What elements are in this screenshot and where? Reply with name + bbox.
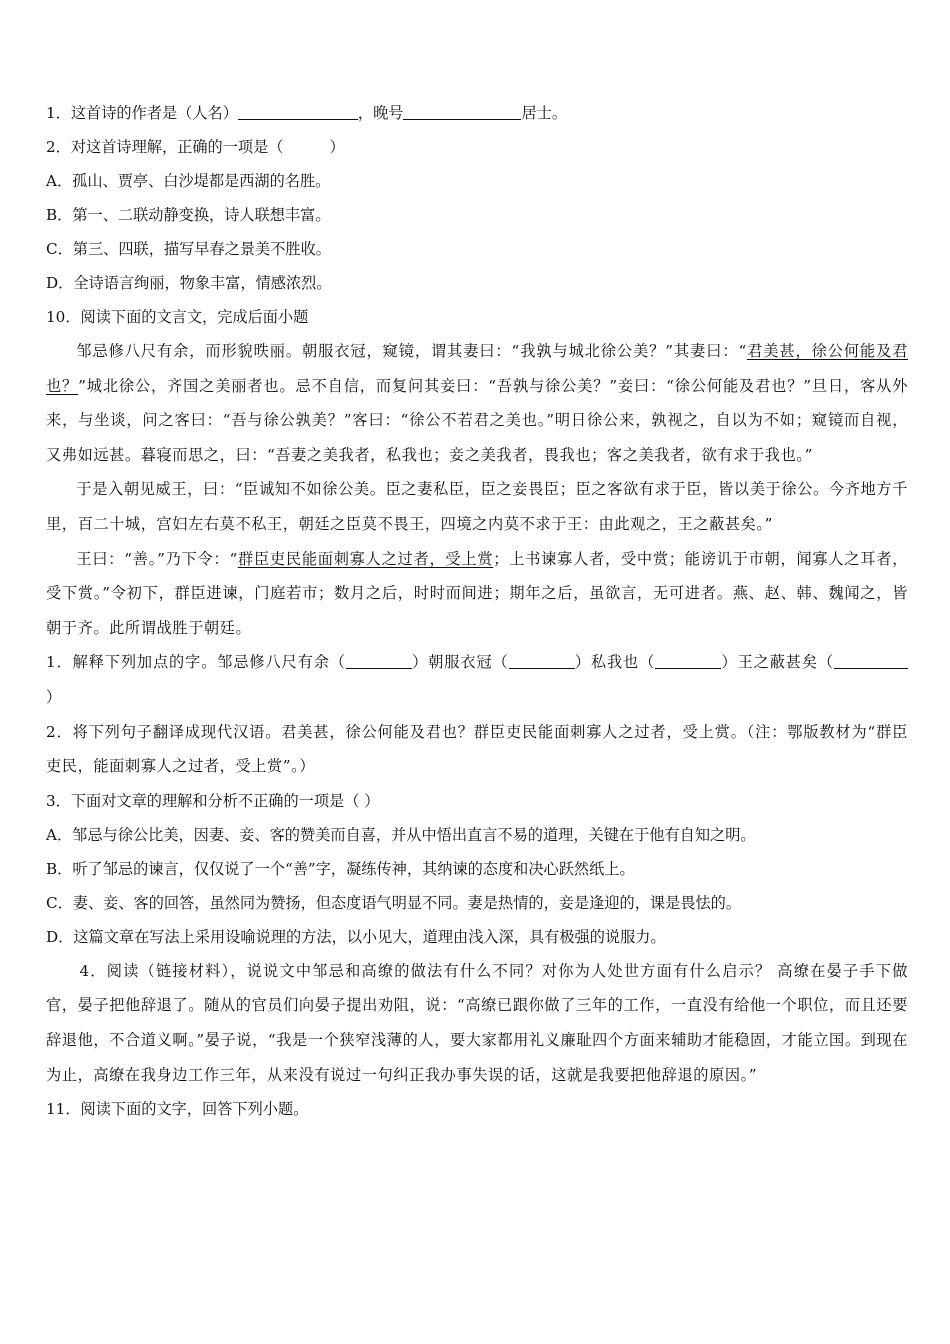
answer-blank-4-cont[interactable]	[890, 652, 908, 669]
answer-blank-alias[interactable]	[403, 103, 521, 120]
answer-blank-4[interactable]	[834, 652, 890, 669]
answer-blank-1[interactable]	[346, 652, 412, 669]
underlined-sentence: 君美甚，徐公何能及君也？	[46, 342, 908, 395]
poem-question-2	[46, 130, 908, 164]
passage-paragraph-3	[46, 542, 908, 646]
sub-question-3-option-c: C．妻、妾、客的回答，虽然同为赞扬，但态度语气明显不同。妻是热情的，妾是逢迎的，课是畏怯的。	[46, 893, 742, 912]
poem-question-1	[46, 96, 908, 130]
question-text: ）	[329, 138, 345, 156]
question-text: 1．这首诗的作者是（人名）	[46, 104, 238, 122]
question-text: 1．解释下列加点的字。邹忌修八尺有余（	[46, 653, 346, 672]
sub-question-4: 4．阅读（链接材料），说说文中邹忌和高缭的做法有什么不同？对你为人处世方面有什么启示？ 高缭在晏子手下做官，晏子把他辞退了。随从的官员们向晏子提出劝阻，说：“高缭已跟你做了三年的工作，一直没有给他一个职位，而且还要辞退他，不合道义啊。”晏子说，“我是一个狭窄浅薄的人，要大家都用礼义廉耻四个方面来辅助才能稳固，才能立国。到现在为止，高缭在我身边工作三年，从来没有说过一句纠正我办事失误的话，这就是我要把他辞退的原因。”	[46, 961, 908, 1084]
sub-question-3-option-b: B．听了邹忌的谏言，仅仅说了一个“善”字，凝练传神，其纳谏的态度和决心跃然纸上。	[46, 859, 635, 878]
passage-text: 王曰：“善。”乃下令：“	[76, 549, 238, 568]
answer-blank-2[interactable]	[509, 652, 575, 669]
passage-text: ；上书谏寡人者，受中赏；能谤讥于市朝，闻寡人之耳者，受下赏。”令初下，群臣进谏，门庭若市；数月之后，时时而间进；期年之后，虽欲言，无可进者。燕、赵、韩、魏闻之，皆朝于齐。此所谓战胜于朝廷。	[46, 549, 908, 637]
sub-question-3-option-a: A．邹忌与徐公比美，因妻、妾、客的赞美而自喜，并从中悟出直言不易的道理，关键在于他有自知之明。	[46, 825, 756, 844]
passage-paragraph-1	[46, 334, 908, 472]
question-text: 居士。	[521, 104, 568, 122]
underlined-sentence: 群臣吏民能面刺寡人之过者，受上赏	[237, 549, 494, 568]
question-text: ）	[46, 687, 62, 706]
question-text: ）王之蔽甚矣（	[721, 653, 835, 672]
option-d: D．全诗语言绚丽，物象丰富，情感浓烈。	[46, 274, 332, 292]
option-b: B．第一、二联动静变换，诗人联想丰富。	[46, 206, 331, 224]
question-text: ）私我也（	[574, 653, 656, 672]
question-text: 2．对这首诗理解，正确的一项是（	[46, 138, 284, 156]
option-c: C．第三、四联，描写早春之景美不胜收。	[46, 240, 331, 258]
document-page	[46, 96, 908, 1126]
passage-text: ”城北徐公，齐国之美丽者也。忌不自信，而复问其妾曰：“吾孰与徐公美？”妾曰：“徐公何能及君也？”旦日，客从外来，与坐谈，问之客曰：“吾与徐公孰美？”客曰：“徐公不若君之美也。”明日徐公来，孰视之，自以为不如；窥镜而自视，又弗如远甚。暮寝而思之，曰：“吾妻之美我者，私我也；妾之美我者，畏我也；客之美我者，欲有求于我也。”	[46, 376, 908, 464]
question-text: ）朝服衣冠（	[411, 653, 509, 672]
passage-text: 邹忌修八尺有余，而形貌昳丽。朝服衣冠，窥镜，谓其妻曰：“我孰与城北徐公美？”其妻曰：“	[76, 342, 747, 360]
sub-question-3: 3．下面对文章的理解和分析不正确的一项是（ ）	[46, 791, 380, 810]
answer-blank-author[interactable]	[238, 103, 358, 120]
question-11-title: 11．阅读下面的文字，回答下列小题。	[46, 1100, 309, 1119]
answer-blank-3[interactable]	[655, 652, 721, 669]
sub-question-3-option-d: D．这篇文章在写法上采用设喻说理的方法，以小见大，道理由浅入深，具有极强的说服力。	[46, 927, 666, 946]
passage-paragraph-2: 于是入朝见威王，曰：“臣诚知不如徐公美。臣之妻私臣，臣之妾畏臣；臣之客欲有求于臣，皆以美于徐公。今齐地方千里，百二十城，宫妇左右莫不私王，朝廷之臣莫不畏王，四境之内莫不求于王：由此观之，王之蔽甚矣。”	[46, 480, 908, 533]
option-a: A．孤山、贾亭、白沙堤都是西湖的名胜。	[46, 172, 331, 190]
question-10-title: 10．阅读下面的文言文，完成后面小题	[46, 308, 309, 326]
sub-question-2: 2．将下列句子翻译成现代汉语。君美甚，徐公何能及君也？群臣吏民能面刺寡人之过者，受上赏。（注：鄂版教材为“群臣吏民，能面刺寡人之过者，受上赏”。）	[46, 722, 908, 776]
sub-question-1	[46, 645, 908, 714]
question-text: ，晚号	[357, 104, 404, 122]
